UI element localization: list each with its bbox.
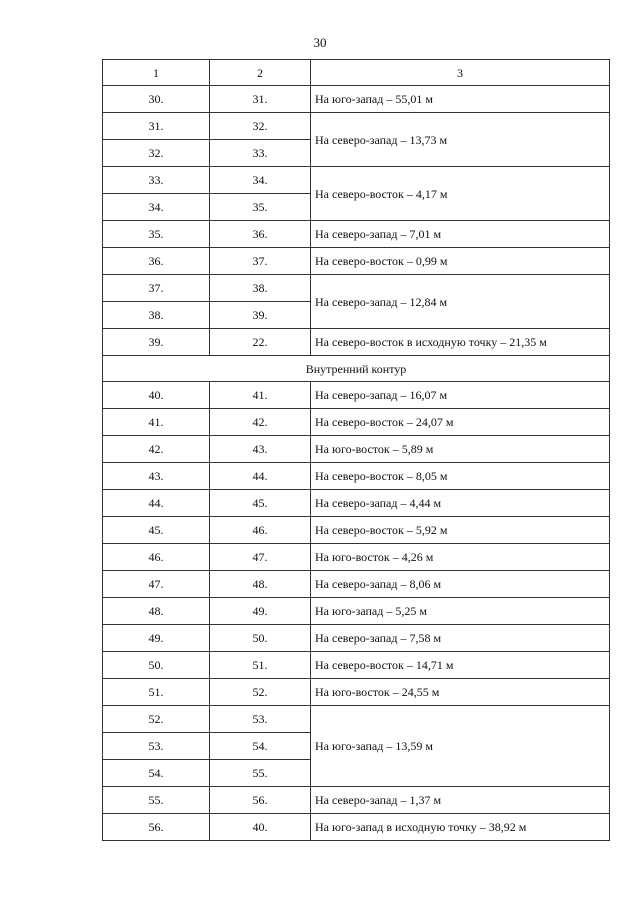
table-row bbox=[103, 517, 610, 544]
table-row bbox=[103, 598, 610, 625]
point-to-cell: 42. bbox=[210, 409, 311, 436]
table-row bbox=[103, 814, 610, 841]
table-row bbox=[103, 436, 610, 463]
point-to-cell: 41. bbox=[210, 382, 311, 409]
point-to-cell: 56. bbox=[210, 787, 311, 814]
point-to-cell: 44. bbox=[210, 463, 311, 490]
point-to-cell: 52. bbox=[210, 679, 311, 706]
point-from-cell: 55. bbox=[103, 787, 210, 814]
point-to-cell: 39. bbox=[210, 302, 311, 329]
point-to-cell: 40. bbox=[210, 814, 311, 841]
point-from-cell: 46. bbox=[103, 544, 210, 571]
direction-distance-cell: На северо-восток – 5,92 м bbox=[311, 517, 610, 544]
point-from-cell: 42. bbox=[103, 436, 210, 463]
table-row bbox=[103, 625, 610, 652]
table-row bbox=[103, 113, 610, 140]
direction-distance-cell: На юго-восток – 5,89 м bbox=[311, 436, 610, 463]
direction-distance-cell: На северо-запад – 1,37 м bbox=[311, 787, 610, 814]
table-row bbox=[103, 787, 610, 814]
table-header-row bbox=[103, 60, 610, 86]
direction-distance-cell: На северо-запад – 7,01 м bbox=[311, 221, 610, 248]
direction-distance-cell: На юго-запад – 13,59 м bbox=[311, 706, 610, 787]
table-body bbox=[103, 60, 610, 841]
point-to-cell: 37. bbox=[210, 248, 311, 275]
point-to-cell: 45. bbox=[210, 490, 311, 517]
table-row bbox=[103, 544, 610, 571]
point-from-cell: 33. bbox=[103, 167, 210, 194]
point-from-cell: 32. bbox=[103, 140, 210, 167]
direction-distance-cell: На северо-запад – 7,58 м bbox=[311, 625, 610, 652]
direction-distance-cell: На северо-восток в исходную точку – 21,35 м bbox=[311, 329, 610, 356]
point-from-cell: 56. bbox=[103, 814, 210, 841]
table-row bbox=[103, 275, 610, 302]
column-header-3: 3 bbox=[311, 60, 610, 86]
point-from-cell: 44. bbox=[103, 490, 210, 517]
boundary-table bbox=[102, 59, 610, 841]
direction-distance-cell: На юго-запад – 5,25 м bbox=[311, 598, 610, 625]
direction-distance-cell: На северо-запад – 16,07 м bbox=[311, 382, 610, 409]
point-to-cell: 50. bbox=[210, 625, 311, 652]
table-row bbox=[103, 409, 610, 436]
point-to-cell: 31. bbox=[210, 86, 311, 113]
direction-distance-cell: На северо-восток – 0,99 м bbox=[311, 248, 610, 275]
point-to-cell: 32. bbox=[210, 113, 311, 140]
point-from-cell: 34. bbox=[103, 194, 210, 221]
direction-distance-cell: На северо-запад – 13,73 м bbox=[311, 113, 610, 167]
section-heading-row bbox=[103, 356, 610, 382]
point-to-cell: 34. bbox=[210, 167, 311, 194]
table-row bbox=[103, 329, 610, 356]
point-from-cell: 38. bbox=[103, 302, 210, 329]
point-to-cell: 49. bbox=[210, 598, 311, 625]
table-row bbox=[103, 490, 610, 517]
table-row bbox=[103, 167, 610, 194]
table-row bbox=[103, 706, 610, 733]
point-to-cell: 47. bbox=[210, 544, 311, 571]
point-to-cell: 36. bbox=[210, 221, 311, 248]
table-row bbox=[103, 86, 610, 113]
point-from-cell: 47. bbox=[103, 571, 210, 598]
direction-distance-cell: На юго-восток – 4,26 м bbox=[311, 544, 610, 571]
direction-distance-cell: На северо-восток – 8,05 м bbox=[311, 463, 610, 490]
direction-distance-cell: На северо-восток – 24,07 м bbox=[311, 409, 610, 436]
point-to-cell: 46. bbox=[210, 517, 311, 544]
point-to-cell: 53. bbox=[210, 706, 311, 733]
point-from-cell: 48. bbox=[103, 598, 210, 625]
point-to-cell: 55. bbox=[210, 760, 311, 787]
table-row bbox=[103, 221, 610, 248]
direction-distance-cell: На северо-запад – 8,06 м bbox=[311, 571, 610, 598]
direction-distance-cell: На юго-восток – 24,55 м bbox=[311, 679, 610, 706]
column-header-2: 2 bbox=[210, 60, 311, 86]
table-row bbox=[103, 248, 610, 275]
point-from-cell: 54. bbox=[103, 760, 210, 787]
table-row bbox=[103, 571, 610, 598]
point-from-cell: 53. bbox=[103, 733, 210, 760]
point-from-cell: 52. bbox=[103, 706, 210, 733]
table-row bbox=[103, 652, 610, 679]
point-from-cell: 40. bbox=[103, 382, 210, 409]
direction-distance-cell: На северо-восток – 14,71 м bbox=[311, 652, 610, 679]
point-to-cell: 51. bbox=[210, 652, 311, 679]
point-from-cell: 49. bbox=[103, 625, 210, 652]
point-from-cell: 36. bbox=[103, 248, 210, 275]
point-to-cell: 43. bbox=[210, 436, 311, 463]
point-to-cell: 48. bbox=[210, 571, 311, 598]
point-from-cell: 51. bbox=[103, 679, 210, 706]
column-header-1: 1 bbox=[103, 60, 210, 86]
point-to-cell: 33. bbox=[210, 140, 311, 167]
point-from-cell: 41. bbox=[103, 409, 210, 436]
direction-distance-cell: На юго-запад – 55,01 м bbox=[311, 86, 610, 113]
point-from-cell: 30. bbox=[103, 86, 210, 113]
point-to-cell: 54. bbox=[210, 733, 311, 760]
point-from-cell: 45. bbox=[103, 517, 210, 544]
direction-distance-cell: На юго-запад в исходную точку – 38,92 м bbox=[311, 814, 610, 841]
direction-distance-cell: На северо-восток – 4,17 м bbox=[311, 167, 610, 221]
point-from-cell: 31. bbox=[103, 113, 210, 140]
point-from-cell: 39. bbox=[103, 329, 210, 356]
point-to-cell: 35. bbox=[210, 194, 311, 221]
direction-distance-cell: На северо-запад – 12,84 м bbox=[311, 275, 610, 329]
point-from-cell: 50. bbox=[103, 652, 210, 679]
point-from-cell: 43. bbox=[103, 463, 210, 490]
point-from-cell: 35. bbox=[103, 221, 210, 248]
table-row bbox=[103, 382, 610, 409]
point-to-cell: 38. bbox=[210, 275, 311, 302]
table-row bbox=[103, 679, 610, 706]
table-row bbox=[103, 463, 610, 490]
direction-distance-cell: На северо-запад – 4,44 м bbox=[311, 490, 610, 517]
point-to-cell: 22. bbox=[210, 329, 311, 356]
point-from-cell: 37. bbox=[103, 275, 210, 302]
section-heading: Внутренний контур bbox=[103, 356, 610, 382]
page-number: 30 bbox=[313, 35, 327, 50]
